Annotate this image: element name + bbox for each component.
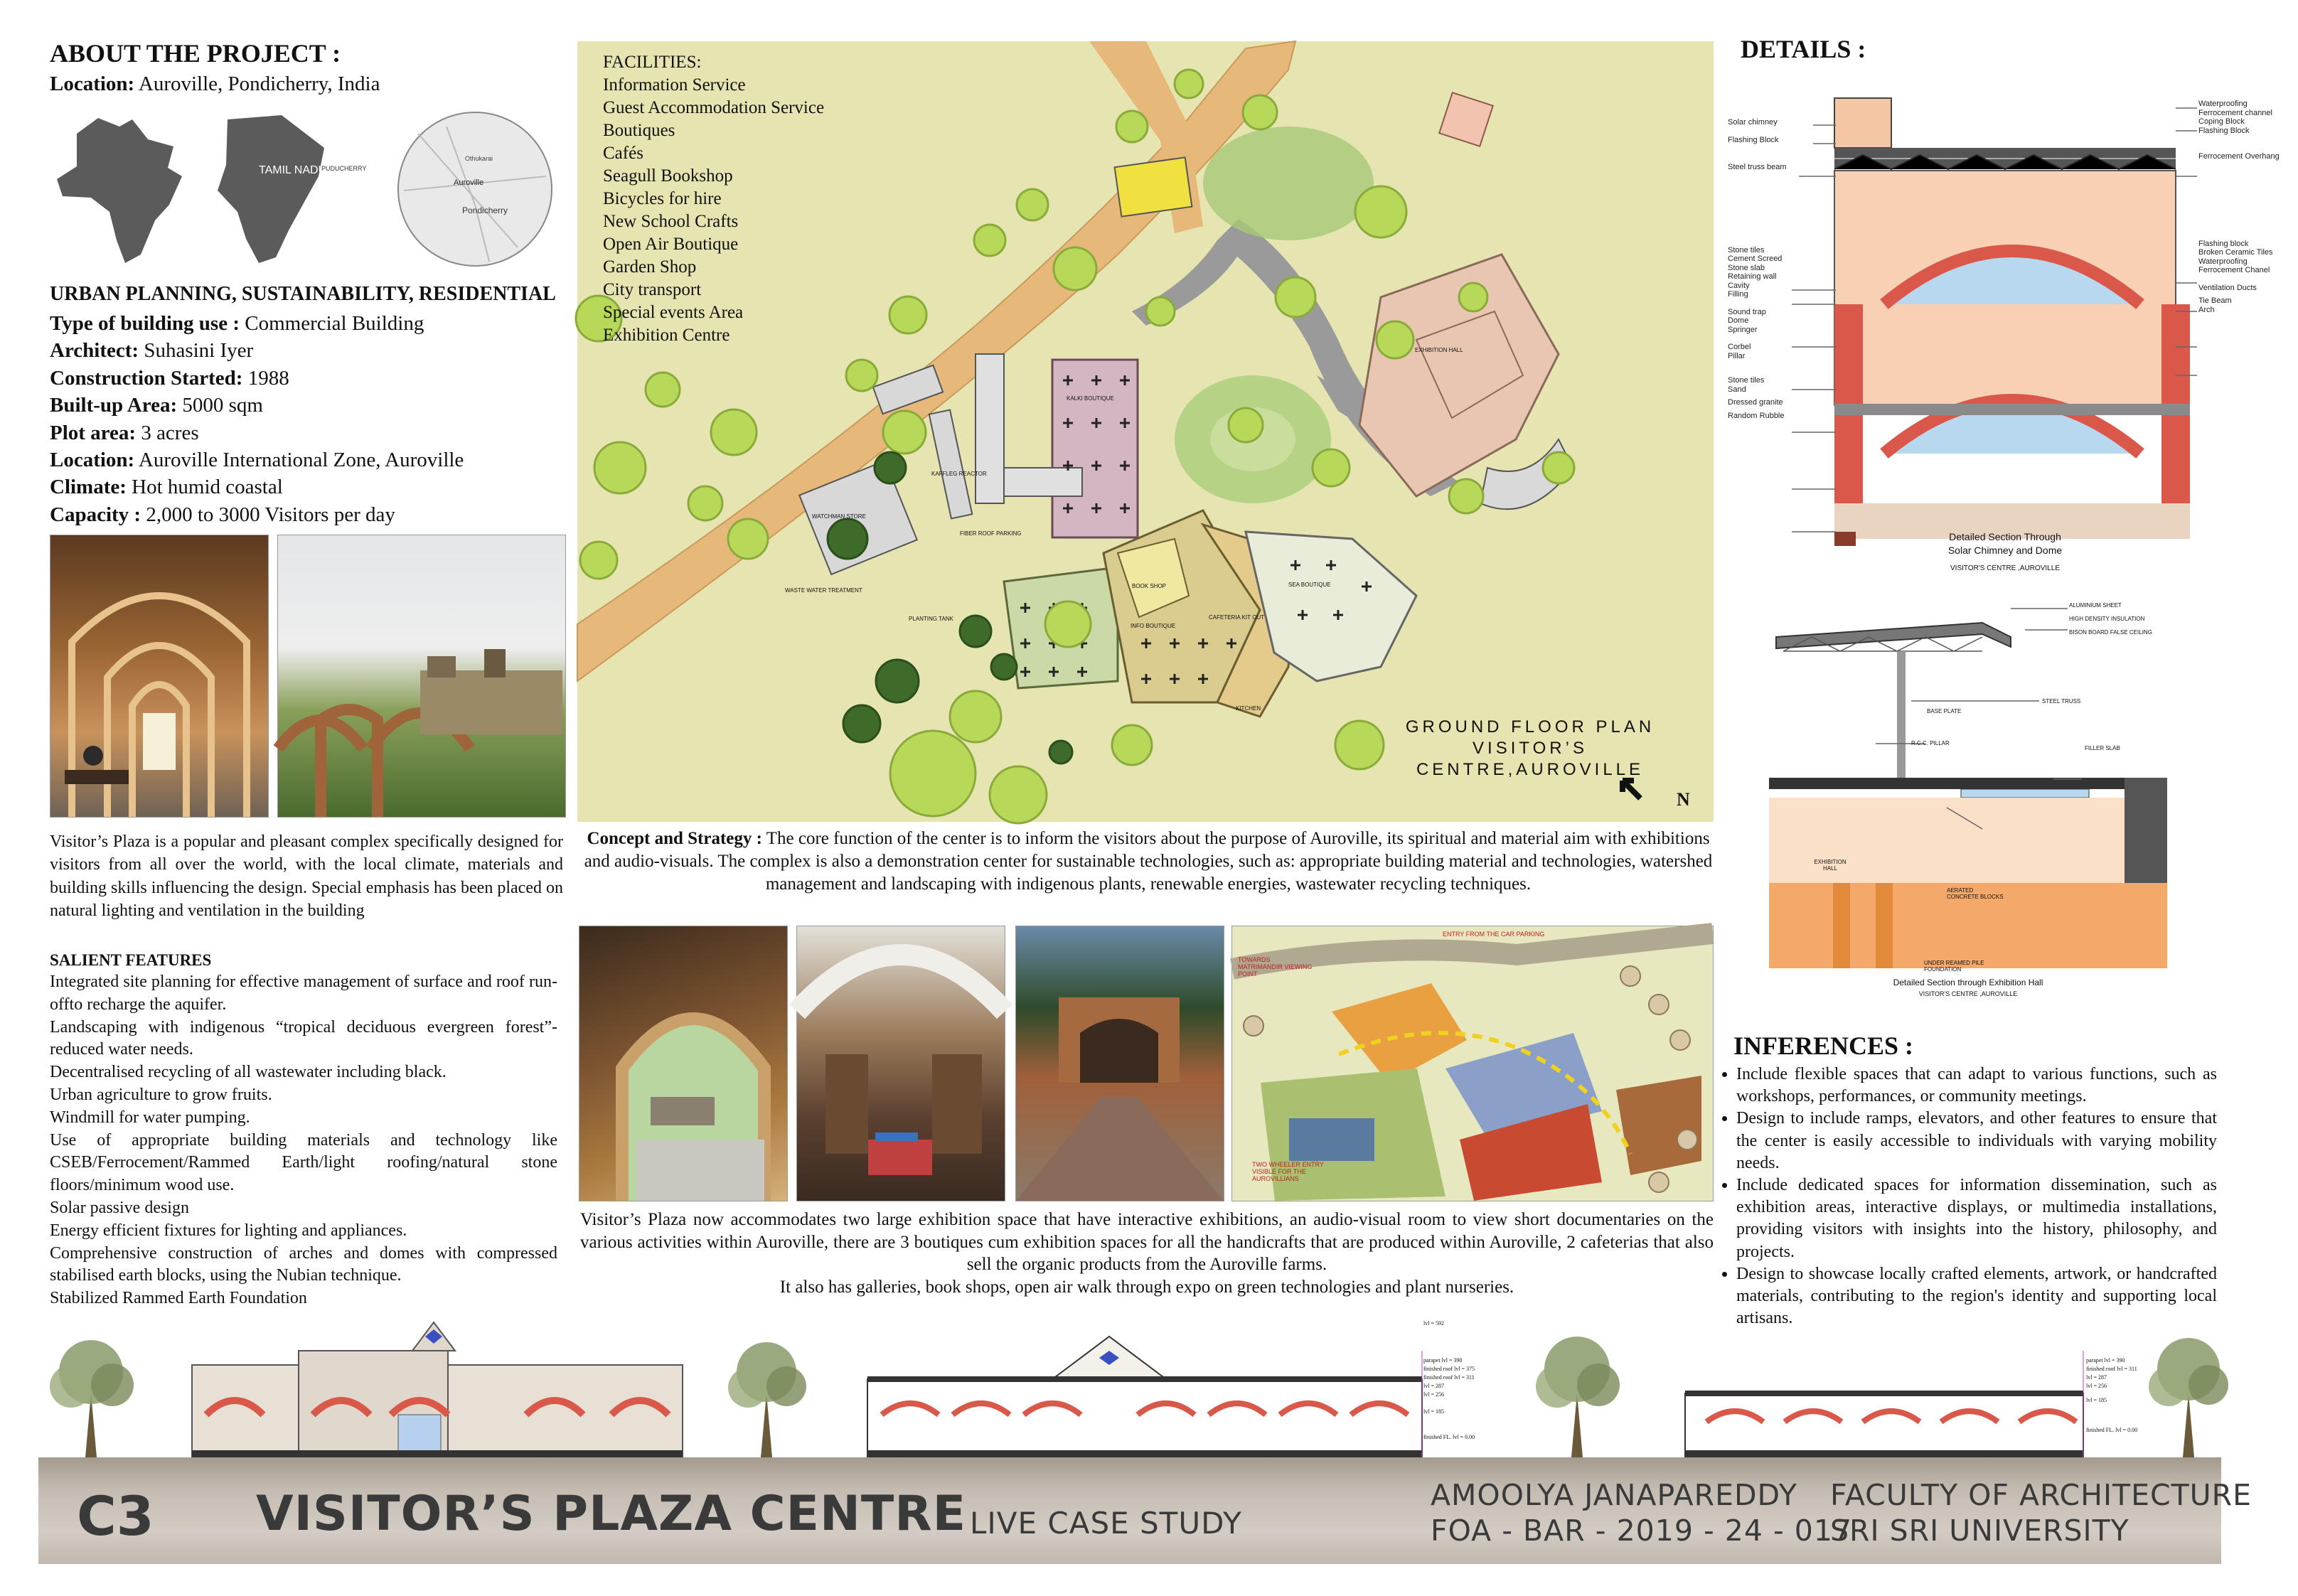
detail2-label: R.C.C. PILLAR <box>1911 740 1950 746</box>
list-item: • Include flexible spaces that can adapt to various functions, such as workshops, performances, or community meetings. <box>1736 1064 2217 1108</box>
detail1-caption: Detailed Section Through Solar Chimney and Dome VISITOR'S CENTRE ,AUROVILLE <box>1947 531 2063 572</box>
tamil-nadu-map <box>218 115 327 263</box>
sheet-code: C3 <box>77 1484 154 1548</box>
list-item: Integrated site planning for effective management of surface and roof run-offto recharge the aquifer. <box>50 973 557 1014</box>
photo-brick-arches <box>277 535 566 818</box>
list-item: Energy efficient fixtures for lighting and appliances. <box>50 1221 407 1240</box>
about-heading: ABOUT THE PROJECT : <box>50 39 341 68</box>
front-elevation <box>192 1322 683 1457</box>
room-label: SEA BOUTIQUE <box>1288 582 1331 588</box>
detail2-label: STEEL TRUSS <box>2042 698 2081 705</box>
list-item: Seagull Bookshop <box>603 166 733 186</box>
room-label: KAFFLEG REACTOR <box>931 471 987 477</box>
details-heading: DETAILS : <box>1741 35 1866 63</box>
mid-level-labels: lvl = 592 parapet lvl = 390 finished roof lvl = 375 finished roof lvl = 311 lvl = 287 lvl = 256 lvl = 185 finished FL. lvl = 0.00 <box>1423 1320 1475 1440</box>
list-item: Landscaping with indigenous “tropical deciduous evergreen forest”- reduced water needs. <box>50 1017 557 1059</box>
list-item: Bicycles for hire <box>603 189 722 208</box>
map-label-puducherry: PUDUCHERRY <box>321 165 367 172</box>
room-label: BOOK SHOP <box>1132 583 1167 589</box>
detail1-left-labels: Solar chimney Flashing Block Steel truss beam Stone tiles Cement Screed Stone slab Retaining wall Cavity Filling Sound trap Dome Springer Corbel Pillar Stone tiles Sand Dressed granite Random Rubble <box>1728 118 1787 420</box>
list-item: City transport <box>603 280 702 299</box>
section-elevation-right <box>1685 1351 2083 1457</box>
india-map <box>57 118 182 263</box>
list-item: Boutiques <box>603 121 675 140</box>
room-label: WASTE WATER TREATMENT <box>785 587 862 594</box>
list-item: Use of appropriate building materials and technology like CSEB/Ferrocement/Rammed Earth/light roofing/natural stone floors/minimum wood use. <box>50 1130 557 1195</box>
room-label: KITCHEN <box>1236 705 1261 712</box>
site-label: TOWARDS MATRIMANDIR VIEWING POINT <box>1238 956 1313 978</box>
photo-entrance-pavement <box>1015 926 1224 1201</box>
fact-building-use: Type of building use : Commercial Building <box>50 312 424 335</box>
detail2-label: BASE PLATE <box>1927 708 1962 714</box>
fact-plot-area: Plot area: 3 acres <box>50 421 199 444</box>
facilities-list <box>603 51 824 347</box>
fact-climate: Climate: Hot humid coastal <box>50 476 283 499</box>
list-item: Solar passive design <box>50 1198 189 1217</box>
site-label: ENTRY FROM THE CAR PARKING <box>1443 931 1545 938</box>
salient-heading: SALIENT FEATURES <box>50 951 212 969</box>
sheet-title: VISITOR’S PLAZA CENTRE <box>256 1486 967 1542</box>
list-item: Cafés <box>603 144 643 163</box>
tree-icon <box>1536 1337 1620 1457</box>
fact-location: Location: Auroville International Zone, Auroville <box>50 449 464 472</box>
section-elevation-mid <box>867 1337 1422 1457</box>
room-label: WATCHMAN STORE <box>812 513 866 520</box>
list-item: Comprehensive construction of arches and domes with compressed stabilised earth blocks, using the Nubian technique. <box>50 1243 557 1285</box>
detail2-label: FILLER SLAB <box>2085 745 2120 751</box>
north-arrow-icon <box>1623 781 1640 798</box>
list-item: Special events Area <box>603 303 744 322</box>
fact-capacity: Capacity : 2,000 to 3000 Visitors per day <box>50 503 395 526</box>
detail2-caption: Detailed Section through Exhibition Hall VISITOR'S CENTRE ,AUROVILLE <box>1893 978 2043 997</box>
list-item: Exhibition Centre <box>603 326 730 345</box>
map-label-tn: TAMIL NADU <box>259 164 327 176</box>
room-label: EXHIBITION HALL <box>1415 347 1463 353</box>
fact-construction: Construction Started: 1988 <box>50 366 289 390</box>
institution-info: FACULTY OF ARCHITECTURE SRI SRI UNIVERSITY <box>1830 1478 2252 1548</box>
detail-section-chimney-dome <box>1728 91 2280 589</box>
ground-floor-plan <box>577 41 1714 822</box>
detail2-label: UNDER REAMED PILE FOUNDATION <box>1924 960 1984 973</box>
room-label: PLANTING TANK <box>909 616 953 622</box>
list-item: • Include dedicated spaces for information dissemination, such as exhibition areas, interactive displays, or multimedia installations, providing visitors with insights into the history, philosophy, and projects. <box>1736 1174 2217 1263</box>
room-label: FIBER ROOF PARKING <box>960 530 1022 537</box>
sheet-subtitle: LIVE CASE STUDY <box>970 1506 1242 1541</box>
photo-arcade-corridor <box>50 535 269 818</box>
list-item: Stabilized Rammed Earth Foundation <box>50 1289 307 1308</box>
list-item: Open Air Boutique <box>603 235 739 254</box>
fact-built-up-area: Built-up Area: 5000 sqm <box>50 394 263 417</box>
list-item: Windmill for water pumping. <box>50 1108 250 1127</box>
location-maps <box>48 105 546 269</box>
inferences-heading: INFERENCES : <box>1733 1032 1914 1060</box>
right-level-labels: parapet lvl = 390 finished roof lvl = 311 lvl = 287 lvl = 256 lvl = 185 finished FL. lvl = 0.00 <box>2086 1357 2138 1433</box>
map-label-pondicherry: Pondicherry <box>462 205 508 215</box>
room-label: KALKI BOUTIQUE <box>1067 395 1114 402</box>
tree-icon <box>728 1342 806 1457</box>
site-plan-map <box>1231 926 1714 1201</box>
room-label: CAFETERIA KIT OUT <box>1209 614 1265 621</box>
list-item: • Design to include ramps, elevators, and other features to ensure that the center is easily accessible to individuals with varying mobility needs. <box>1736 1108 2217 1174</box>
north-label: N <box>1677 789 1690 810</box>
inferences-list <box>1721 1064 2217 1329</box>
elevations-strip <box>28 1308 2233 1472</box>
svg-text:Othukarai: Othukarai <box>465 155 493 162</box>
tree-icon <box>50 1340 134 1457</box>
detail2-label: AERATED CONCRETE BLOCKS <box>1947 887 2004 900</box>
photo-arch-courtyard <box>579 926 788 1201</box>
room-label: INFO BOUTIQUE <box>1131 623 1176 629</box>
detail2-label: EXHIBITION HALL <box>1814 859 1847 872</box>
detail2-labels-top: ALUMINIUM SHEET HIGH DENSITY INSULATION BISON BOARD FALSE CEILING <box>2069 602 2152 636</box>
detail1-right-labels: Waterproofing Ferrocement channel Coping Block Flashing Block Ferrocement Overhang Flashing block Broken Ceramic Tiles Waterproofing Ferrocement Chanel Ventilation Ducts Tie Beam Arch <box>2198 100 2280 314</box>
concept-strategy: Concept and Strategy : The core function of the center is to inform the visitors about the purpose of Auroville, its spiritual and material aim with exhibitions and audio-visuals. The complex is also a demonstration center for sustainable technologies, such as: appropriate building material and technologies, watershed management and landscaping with indigenous plants, renewable energies, wastewater recycling techniques. <box>584 829 1713 894</box>
project-location: Location: Auroville, Pondicherry, India <box>50 73 380 95</box>
photo-boutique-interior <box>796 926 1005 1201</box>
facilities-heading: FACILITIES: <box>603 53 702 72</box>
list-item: Guest Accommodation Service <box>603 98 825 117</box>
tree-icon <box>2149 1338 2228 1457</box>
salient-list <box>50 971 557 1310</box>
list-item: Urban agriculture to grow fruits. <box>50 1085 272 1104</box>
project-category: URBAN PLANNING, SUSTAINABILITY, RESIDENTIAL <box>50 283 556 305</box>
list-item: Garden Shop <box>603 257 697 277</box>
list-item: New School Crafts <box>603 212 739 231</box>
fact-architect: Architect: Suhasini Iyer <box>50 339 254 363</box>
list-item: Decentralised recycling of all wastewater including black. <box>50 1063 447 1082</box>
student-info: AMOOLYA JANAPAREDDY FOA - BAR - 2019 - 24 - 017 <box>1431 1478 1853 1548</box>
detail-section-exhibition-hall <box>1769 594 2210 1014</box>
list-item: • Design to showcase locally crafted elements, artwork, or handcrafted materials, contributing to the region's identity and supporting local artisans. <box>1736 1263 2217 1330</box>
map-label-auroville: Auroville <box>454 178 484 187</box>
site-label: TWO WHEELER ENTRY VISIBLE FOR THE AUROVILLIANS <box>1252 1161 1324 1182</box>
project-facts <box>50 310 464 528</box>
list-item: Information Service <box>603 75 746 95</box>
plaza-description: Visitor’s Plaza now accommodates two large exhibition space that have interactive exhibitions, an audio-visual room to view short documentaries on the various activities within Auroville, there are 3 boutiques cum exhibition spaces for all the handicrafts that are produced within Auroville, 2 cafeterias that also sell the organic products from the Auroville farms. It also has galleries, book shops, open air walk through expo on green technologies and plant nurseries. <box>580 1210 1714 1297</box>
project-description: Visitor’s Plaza is a popular and pleasant complex specifically designed for visitors from all over the world, with the local climate, materials and building skills influencing the design. Special emphasis has been placed on natural lighting and ventilation in the building <box>50 832 563 921</box>
plan-title: GROUND FLOOR PLAN VISITOR’S CENTRE,AUROVILLE <box>1405 717 1655 779</box>
